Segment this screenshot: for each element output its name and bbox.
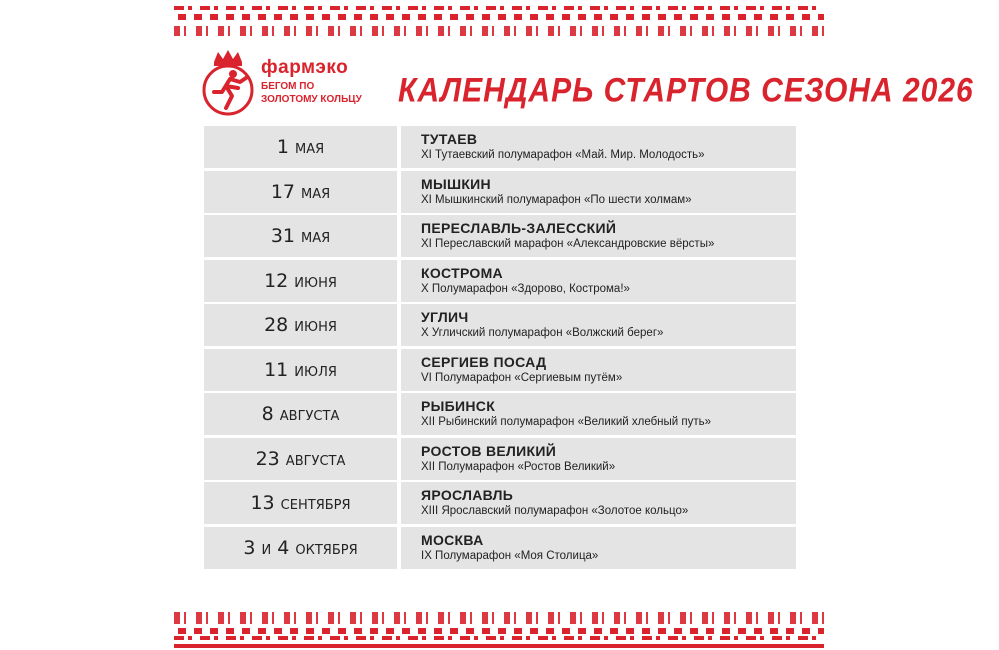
event-city: РОСТОВ ВЕЛИКИЙ [421,442,557,459]
event-info [401,126,796,168]
table-row [204,527,796,569]
event-city: ПЕРЕСЛАВЛЬ-ЗАЛЕССКИЙ [421,220,617,236]
event-info [401,215,796,257]
table-row [204,260,796,302]
table-row [204,349,796,391]
event-city: СЕРГИЕВ ПОСАД [421,353,547,370]
event-city: УГЛИЧ [421,309,469,325]
table-row [204,393,796,435]
events-table [204,126,796,571]
table-row [204,304,796,346]
bottom-ornament-border [174,608,824,648]
event-city: КОСТРОМА [421,264,503,281]
event-info [401,438,796,480]
top-ornament-border [174,4,824,44]
event-info [401,171,796,213]
event-race: IX Полумарафон «Моя Столица» [421,549,599,562]
event-city: ЯРОСЛАВЛЬ [421,487,514,503]
event-race: XI Переславский марафон «Александровские вёрсты» [421,238,715,250]
event-city: РЫБИНСК [421,398,496,414]
brand-name: фармэко [261,57,349,78]
event-info [401,393,796,435]
event-city: ТУТАЕВ [421,131,478,147]
event-date: 31 мая [204,215,397,257]
event-date: 11 июля [204,349,397,391]
event-info [401,304,796,346]
table-row [204,438,796,480]
event-race: XII Рыбинский полумарафон «Великий хлебный путь» [421,416,712,428]
brand-tagline: БЕГОМ ПО ЗОЛОТОМУ КОЛЬЦУ [261,81,362,105]
event-race: XII Полумарафон «Ростов Великий» [421,460,616,473]
event-date: 13 сентября [204,482,397,524]
event-date: 12 июня [204,260,397,302]
table-row [204,482,796,524]
event-race: X Полумарафон «Здорово, Кострома!» [421,282,630,295]
event-city: МОСКВА [421,531,484,548]
event-date: 17 мая [204,171,397,213]
table-row [204,215,796,257]
event-date: 3 и 4 октября [204,527,397,569]
page-title: КАЛЕНДАРЬ СТАРТОВ СЕЗОНА 2026 [398,71,974,110]
event-race: XI Тутаевский полумарафон «Май. Мир. Молодость» [421,149,705,161]
event-race: XI Мышкинский полумарафон «По шести холмам» [421,193,692,206]
event-info [401,527,796,569]
event-date: 23 августа [204,438,397,480]
event-date: 8 августа [204,393,397,435]
event-info [401,482,796,524]
event-race: XIII Ярославский полумарафон «Золотое кольцо» [421,505,689,517]
event-date: 1 мая [204,126,397,168]
event-race: VI Полумарафон «Сергиевым путём» [421,371,623,384]
table-row [204,171,796,213]
event-info [401,260,796,302]
event-info [401,349,796,391]
table-row [204,126,796,168]
event-date: 28 июня [204,304,397,346]
runner-crown-logo-icon [200,48,266,120]
event-city: МЫШКИН [421,175,491,192]
event-race: X Угличский полумарафон «Волжский берег» [421,327,664,339]
logo [200,48,370,120]
